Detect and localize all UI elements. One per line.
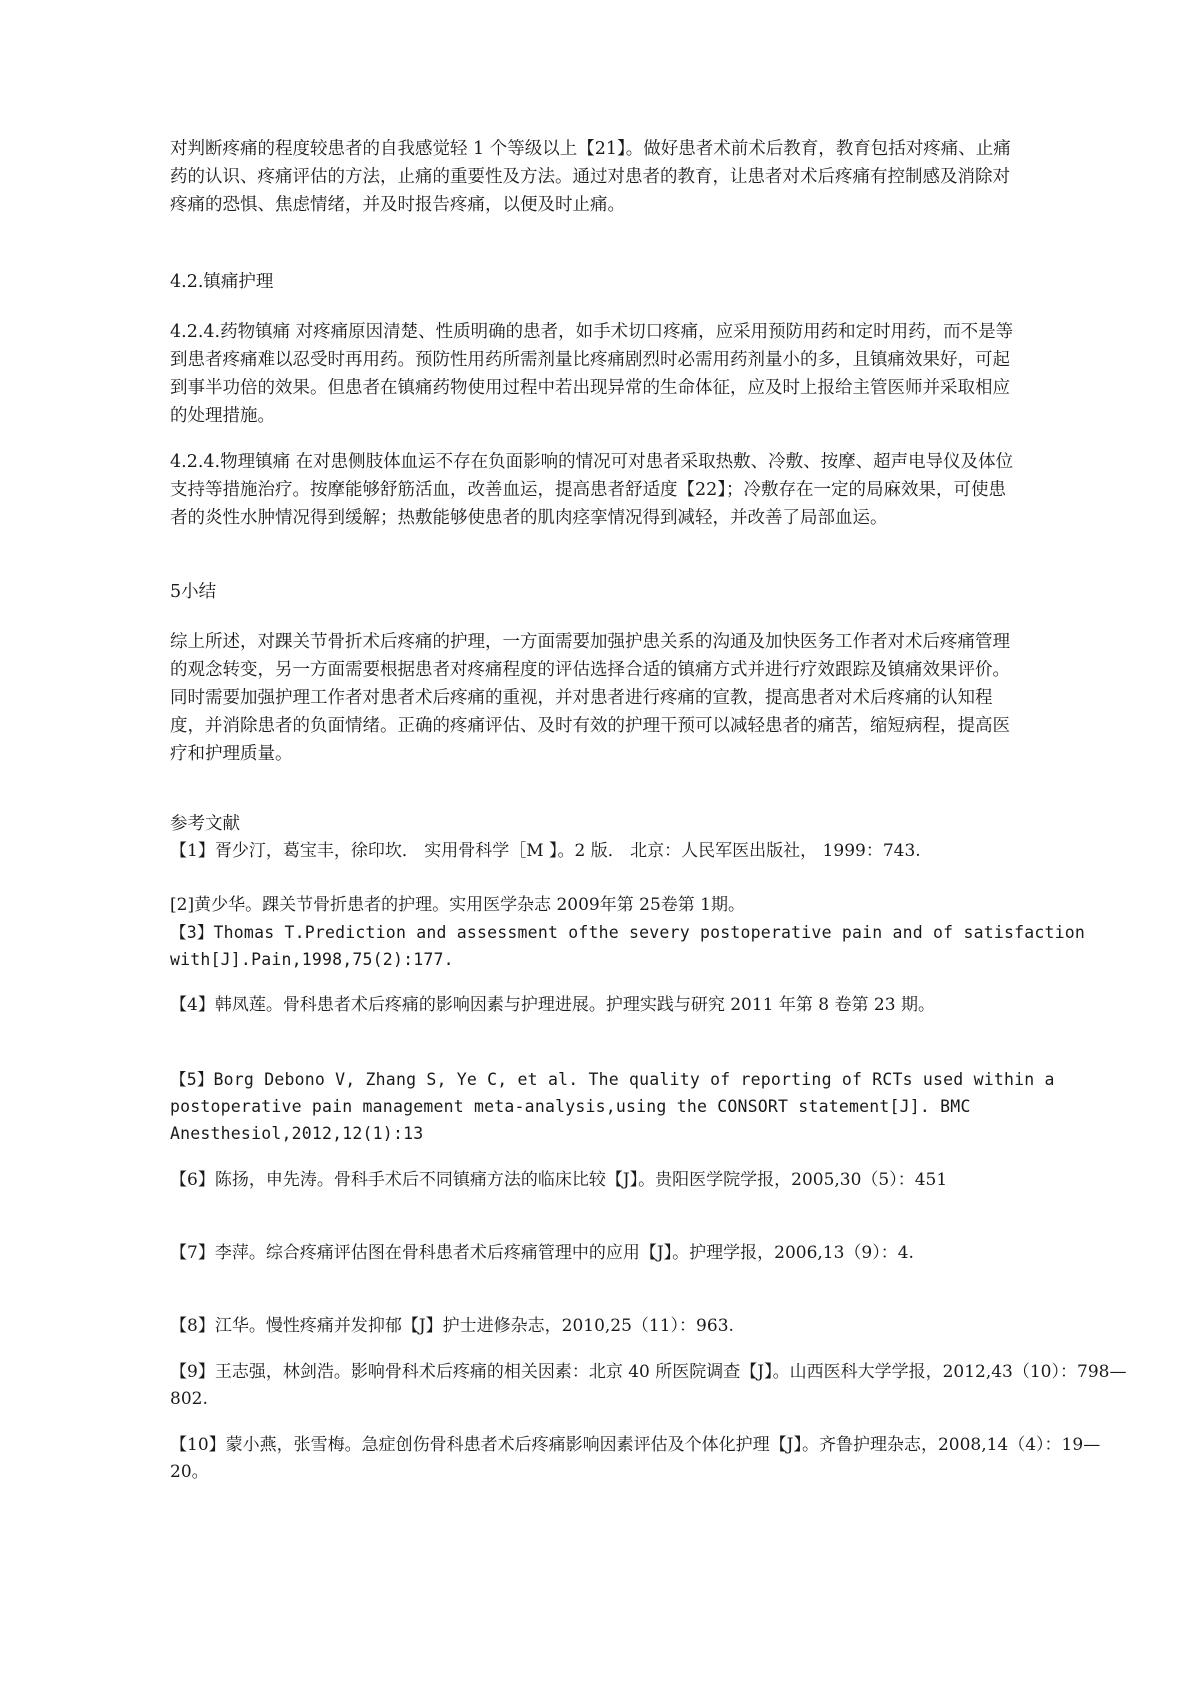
reference-item: 【1】胥少汀，葛宝丰，徐印坎． 实用骨科学［M 】。2 版． 北京：人民军医出版社， 1999：743. <box>170 841 921 861</box>
reference-item: [2]黄少华。踝关节骨折患者的护理。实用医学杂志 2009年第 25卷第 1期。 <box>170 895 746 915</box>
reference-item: 【4】韩凤莲。骨科患者术后疼痛的影响因素与护理进展。护理实践与研究 2011 年第 8 卷第 23 期。 <box>170 995 935 1015</box>
reference-item: 【10】蒙小燕，张雪梅。急症创伤骨科患者术后疼痛影响因素评估及个体化护理【J】。齐鲁护理杂志，2008,14（4）：19—20。 <box>170 1435 1101 1482</box>
body-paragraph-physical-analgesia: 4.2.4.物理镇痛 在对患侧肢体血运不存在负面影响的情况可对患者采取热敷、冷敷、按摩、超声电导仪及体位支持等措施治疗。按摩能够舒筋活血，改善血运，提高患者舒适度【22】；冷敷存在一定的局麻效果，可使患者的炎性水肿情况得到缓解；热敷能够使患者的肌肉痉挛情况得到减轻，并改善了局部血运。 <box>170 452 1014 528</box>
body-paragraph-summary: 综上所述，对踝关节骨折术后疼痛的护理，一方面需要加强护患关系的沟通及加快医务工作者对术后疼痛管理的观念转变，另一方面需要根据患者对疼痛程度的评估选择合适的镇痛方式并进行疗效跟踪及镇痛效果评价。同时需要加强护理工作者对患者术后疼痛的重视，并对患者进行疼痛的宣教，提高患者对术后疼痛的认知程度，并消除患者的负面情绪。正确的疼痛评估、及时有效的护理干预可以减轻患者的痛苦，缩短病程，提高医疗和护理质量。 <box>170 632 1010 764</box>
reference-item: 【8】江华。慢性疼痛并发抑郁【J】护士进修杂志，2010,25（11）：963. <box>170 1316 734 1336</box>
reference-item: 【6】陈扬，申先涛。骨科手术后不同镇痛方法的临床比较【J】。贵阳医学院学报，2005,30（5）：451 <box>170 1170 948 1190</box>
reference-item: 【7】李萍。综合疼痛评估图在骨科患者术后疼痛管理中的应用【J】。护理学报，2006,13（9）：4. <box>170 1243 914 1263</box>
references-heading: 参考文献 <box>170 814 240 834</box>
section-heading-summary: 5小结 <box>170 582 217 602</box>
reference-item: 【3】Thomas T.Prediction and assessment ofthe severy postoperative pain and of satisfaction with[J].Pain,1998,75(2):177. <box>170 923 1086 969</box>
reference-item: 【5】Borg Debono V, Zhang S, Ye C, et al. The quality of reporting of RCTs used within a postoperative pain management meta-analysis,using the CONSORT statement[J]. BMC Anesthesiol,2012,12(1):13 <box>170 1070 1055 1143</box>
body-paragraph-drug-analgesia: 4.2.4.药物镇痛 对疼痛原因清楚、性质明确的患者，如手术切口疼痛，应采用预防用药和定时用药，而不是等到患者疼痛难以忍受时再用药。预防性用药所需剂量比疼痛剧烈时必需用药剂量小的多，且镇痛效果好，可起到事半功倍的效果。但患者在镇痛药物使用过程中若出现异常的生命体征，应及时上报给主管医师并采取相应的处理措施。 <box>170 322 1014 426</box>
body-paragraph-pain-education: 对判断疼痛的程度较患者的自我感觉轻 1 个等级以上【21】。做好患者术前术后教育，教育包括对疼痛、止痛药的认识、疼痛评估的方法，止痛的重要性及方法。通过对患者的教育，让患者对术后疼痛有控制感及消除对疼痛的恐惧、焦虑情绪，并及时报告疼痛，以便及时止痛。 <box>170 139 1011 215</box>
reference-item: 【9】王志强，林剑浩。影响骨科术后疼痛的相关因素：北京 40 所医院调查【J】。山西医科大学学报，2012,43（10）：798—802. <box>170 1362 1127 1409</box>
section-heading-analgesia-nursing: 4.2.镇痛护理 <box>170 272 274 292</box>
